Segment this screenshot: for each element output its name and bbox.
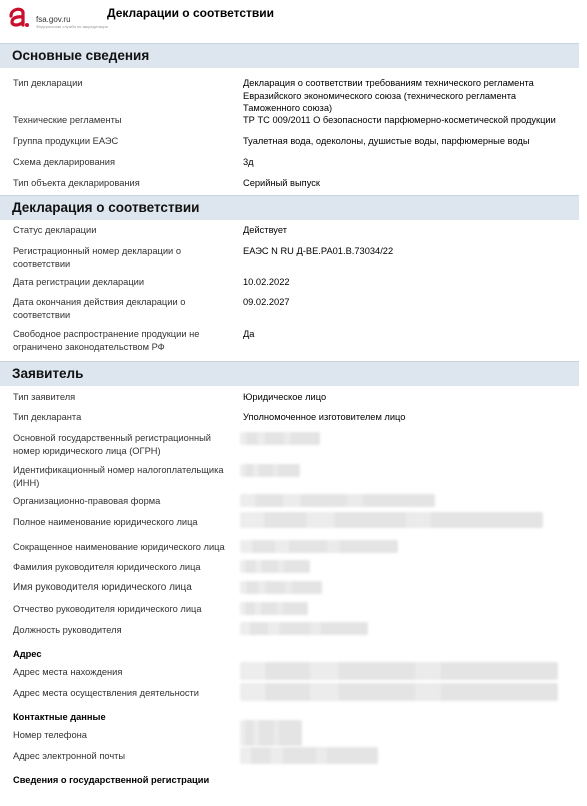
field-value: ТР ТС 009/2011 О безопасности парфюмерно-косметической продукции bbox=[243, 115, 556, 125]
redacted-value bbox=[240, 494, 435, 507]
redacted-value bbox=[240, 512, 543, 528]
field-value: Декларация о соответствии требованиям технического регламента Евразийского экономического союза (технического регламента Таможенного союза) bbox=[243, 78, 534, 113]
field-value: 09.02.2027 bbox=[243, 297, 290, 307]
field-label: Адрес электронной почты bbox=[13, 751, 126, 761]
redacted-value bbox=[240, 720, 302, 746]
field-label: Тип декларации bbox=[13, 78, 83, 88]
field-label: Технические регламенты bbox=[13, 115, 122, 125]
field-label: Сокращенное наименование юридического лица bbox=[13, 542, 225, 552]
field-label: Дата окончания действия декларации о соответствии bbox=[13, 297, 186, 320]
field-value: ЕАЭС N RU Д-ВЕ.РА01.В.73034/22 bbox=[243, 246, 394, 256]
field-label: Регистрационный номер декларации о соответствии bbox=[13, 246, 181, 269]
field-value: Уполномоченное изготовителем лицо bbox=[243, 412, 406, 422]
field-value: Действует bbox=[243, 225, 287, 235]
section-title: Декларация о соответствии bbox=[12, 200, 200, 215]
field-label: Идентификационный номер налогоплательщика (ИНН) bbox=[13, 465, 224, 488]
section-title: Заявитель bbox=[12, 366, 84, 381]
field-label: Тип заявителя bbox=[13, 392, 76, 402]
redacted-value bbox=[240, 432, 320, 445]
redacted-value bbox=[240, 581, 322, 594]
field-label: Имя руководителя юридического лица bbox=[13, 582, 192, 593]
redacted-value bbox=[240, 560, 310, 573]
field-value: Да bbox=[243, 329, 255, 339]
redacted-value bbox=[240, 622, 368, 635]
logo-subtext: Федеральная служба по аккредитации bbox=[36, 24, 108, 29]
field-label: Основной государственный регистрационный номер юридического лица (ОГРН) bbox=[13, 433, 211, 456]
field-label: Адрес места нахождения bbox=[13, 667, 123, 677]
logo-text: fsa.gov.ru bbox=[36, 15, 71, 24]
section-declaration-header bbox=[0, 195, 579, 220]
section-applicant-header bbox=[0, 361, 579, 386]
field-label: Должность руководителя bbox=[13, 625, 122, 635]
field-value: Туалетная вода, одеколоны, душистые воды, парфюмерные воды bbox=[243, 136, 530, 146]
field-label: Организационно-правовая форма bbox=[13, 496, 161, 506]
field-value: 10.02.2022 bbox=[243, 277, 290, 287]
field-label: Полное наименование юридического лица bbox=[13, 517, 198, 527]
field-label: Тип декларанта bbox=[13, 412, 82, 422]
fsa-logo[interactable] bbox=[8, 5, 108, 35]
field-value: 3д bbox=[243, 157, 254, 167]
redacted-value bbox=[240, 747, 378, 764]
field-label: Дата регистрации декларации bbox=[13, 277, 145, 287]
redacted-value bbox=[240, 662, 558, 680]
field-label: Фамилия руководителя юридического лица bbox=[13, 562, 201, 572]
redacted-value bbox=[240, 602, 308, 615]
page-title: Декларации о соответствии bbox=[107, 6, 274, 20]
field-label: Схема декларирования bbox=[13, 157, 116, 167]
page-header bbox=[0, 0, 587, 40]
fsa-logo-icon bbox=[8, 5, 30, 29]
field-label: Свободное распространение продукции не ограничено законодательством РФ bbox=[13, 329, 200, 352]
field-label: Номер телефона bbox=[13, 730, 87, 740]
contacts-heading: Контактные данные bbox=[13, 712, 106, 722]
field-label: Группа продукции ЕАЭС bbox=[13, 136, 119, 146]
field-label: Статус декларации bbox=[13, 225, 97, 235]
address-heading: Адрес bbox=[13, 649, 42, 659]
field-value: Серийный выпуск bbox=[243, 178, 320, 188]
redacted-value bbox=[240, 464, 300, 477]
field-label: Адрес места осуществления деятельности bbox=[13, 688, 199, 698]
field-value: Юридическое лицо bbox=[243, 392, 327, 402]
field-label: Тип объекта декларирования bbox=[13, 178, 140, 188]
registration-heading: Сведения о государственной регистрации bbox=[13, 775, 210, 785]
section-basic-header bbox=[0, 43, 579, 68]
field-label: Отчество руководителя юридического лица bbox=[13, 604, 202, 614]
redacted-value bbox=[240, 683, 558, 701]
redacted-value bbox=[240, 540, 398, 553]
section-title: Основные сведения bbox=[12, 48, 150, 63]
